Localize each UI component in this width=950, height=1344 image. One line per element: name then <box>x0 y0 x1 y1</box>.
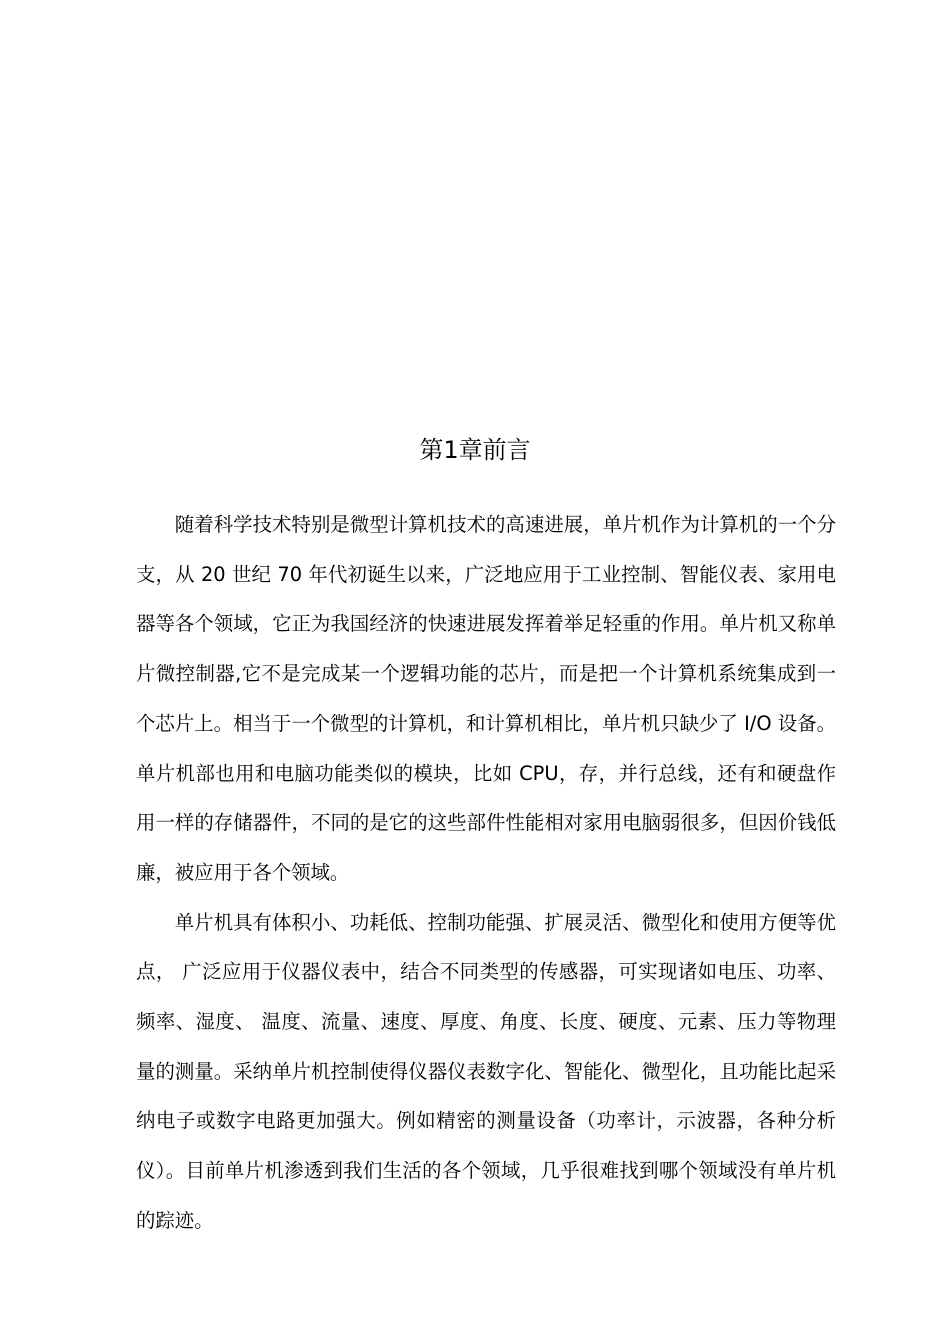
paragraph-2: 单片机具有体积小、功耗低、控制功能强、扩展灵活、微型化和使用方便等优点， 广泛应用于仪器仪表中，结合不同类型的传感器，可实现诸如电压、功率、频率、湿度、 温度、流量、速度、厚度、角度、长度、硬度、元素、压力等物理量的测量。采纳单片机控制使得仪器仪表数字化、智能化、微型化，且功能比起采纳电子或数字电路更加强大。例如精密的测量设备（功率计，示波器，各种分析仪）。目前单片机渗透到我们生活的各个领域，几乎很难找到哪个领域没有单片机的踪迹。 <box>136 910 836 1232</box>
body-text <box>136 500 836 1246</box>
paragraph-1: 随着科学技术特别是微型计算机技术的高速进展，单片机作为计算机的一个分支，从 20 世纪 70 年代初诞生以来，广泛地应用于工业控制、智能仪表、家用电器等各个领域，它正为我国经济的快速进展发挥着举足轻重的作用。单片机又称单片微控制器,它不是完成某一个逻辑功能的芯片，而是把一个计算机系统集成到一个芯片上。相当于一个微型的计算机，和计算机相比，单片机只缺少了 I/O 设备。单片机部也用和电脑功能类似的模块，比如 CPU，存，并行总线，还有和硬盘作用一样的存储器件，不同的是它的这些部件性能相对家用电脑弱很多，但因价钱低廉，被应用于各个领域。 <box>136 513 836 884</box>
chapter-title: 第1章前言 <box>419 436 531 464</box>
